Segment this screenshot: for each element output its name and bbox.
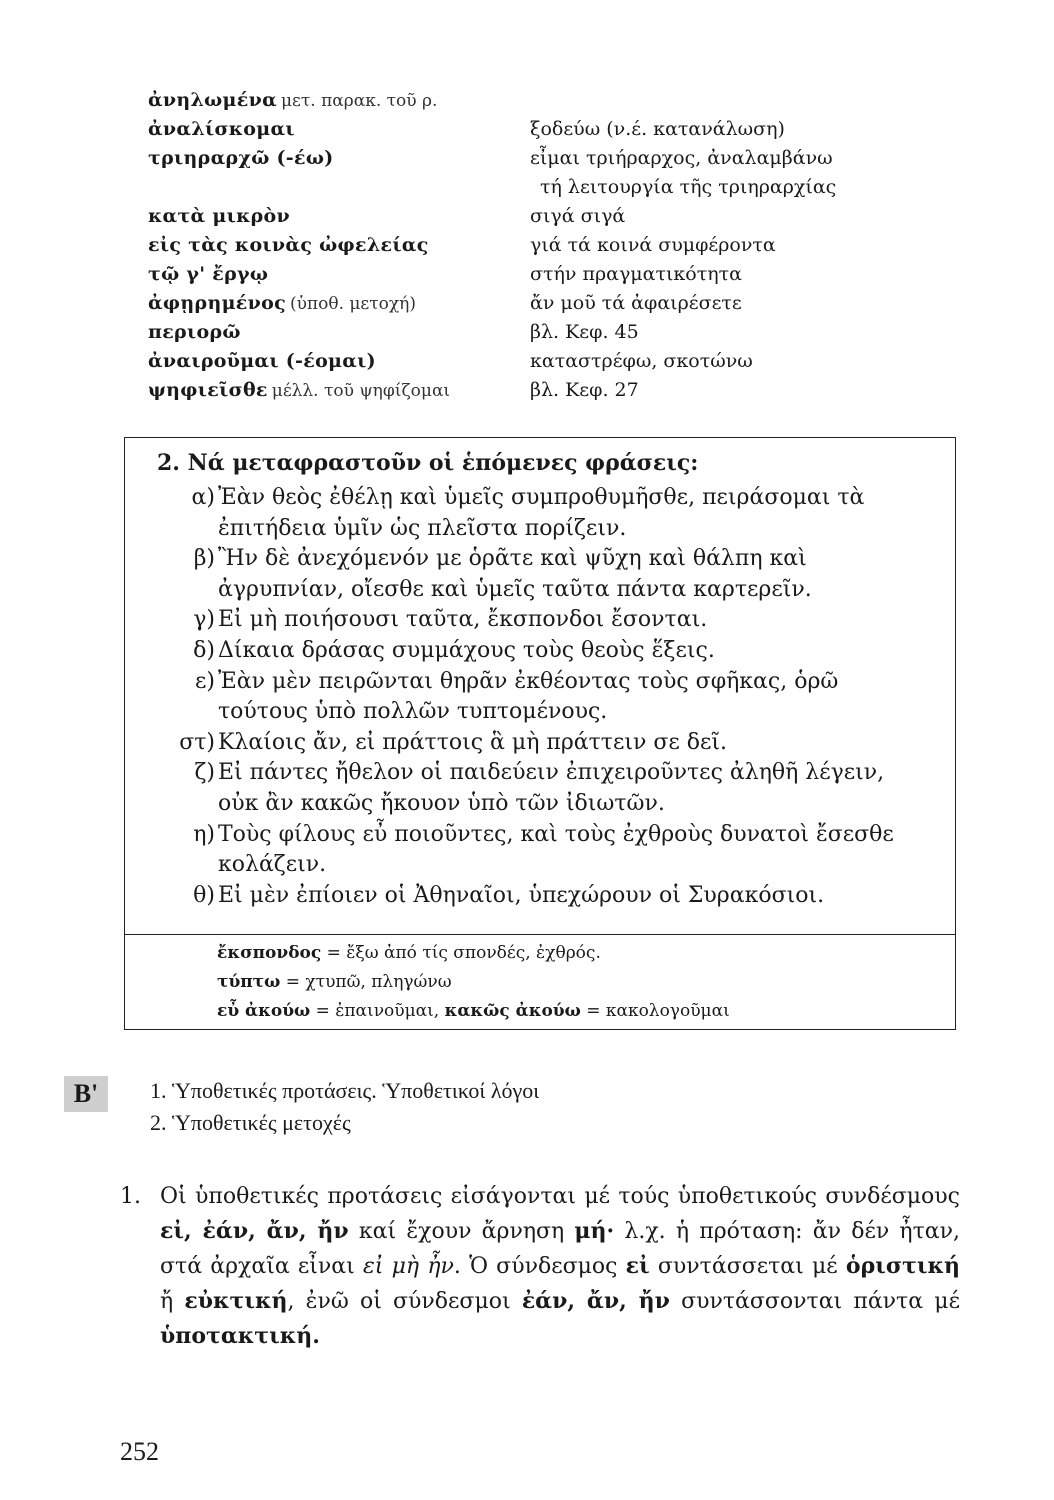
vocab-definition: καταστρέφω, σκοτώνω: [530, 350, 753, 372]
vocab-term: περιορῶ: [148, 321, 241, 343]
vocab-row: [148, 173, 948, 202]
vocab-term: ψηφιεῖσθε: [148, 379, 268, 401]
vocab-definition: βλ. Κεφ. 45: [530, 321, 639, 343]
exercise-heading: 2. Νά μεταφραστοῦν οἱ ἑπόμενες φράσεις:: [157, 450, 699, 476]
glossary-term: κακῶς ἀκούω: [444, 1001, 581, 1021]
vocab-definition: τή λειτουργία τῆς τριηραρχίας: [540, 176, 837, 198]
exercise-item: [125, 820, 957, 881]
vocab-term: κατὰ μικρὸν: [148, 205, 291, 227]
glossary-definition: = κακολογοῦμαι: [586, 1001, 730, 1021]
exercise-text: Εἰ πάντες ἤθελον οἱ παιδεύειν ἐπιχειροῦντες ἀληθῆ λέγειν, οὐκ ἂν κακῶς ἤκουον ὑπὸ τῶν ἰδιωτῶν.: [218, 760, 885, 816]
section-title-2: 2. Ὑποθετικές μετοχές: [150, 1110, 351, 1135]
vocab-note: μέλλ. τοῦ ψηφίζομαι: [271, 381, 451, 401]
text-run: καί ἔχουν ἄρνηση: [348, 1219, 575, 1244]
exercise-label: γ): [193, 607, 215, 633]
glossary-term: εὖ ἀκούω: [217, 1001, 311, 1021]
text-run: συντάσσεται μέ: [649, 1254, 846, 1279]
bold-run: εὐκτική: [184, 1288, 288, 1314]
exercise-item: [125, 667, 957, 728]
exercise-text: Ἐὰν μὲν πειρῶνται θηρᾶν ἐκθέοντας τοὺς σφῆκας, ὁρῶ τούτους ὑπὸ πολλῶν τυπτομένους.: [218, 668, 839, 725]
exercise-label: η): [193, 821, 215, 847]
text-run: Οἱ ὑποθετικές προτάσεις εἰσάγονται μέ τούς ὑποθετικούς συνδέσμους: [160, 1184, 960, 1209]
exercise-item: [125, 605, 957, 636]
exercise-item: [125, 483, 957, 544]
vocab-note: (ὑποθ. μετοχή): [289, 294, 416, 314]
exercise-label: β): [193, 546, 215, 572]
exercise-item: [125, 544, 957, 605]
exercise-text: Δίκαια δράσας συμμάχους τοὺς θεοὺς ἕξεις.: [218, 637, 715, 663]
paragraph-number: 1.: [120, 1184, 141, 1209]
bold-run: εἰ: [625, 1253, 650, 1279]
section-badge: B': [64, 1076, 108, 1112]
exercise-item: [125, 758, 957, 819]
vocab-row: [148, 347, 948, 376]
vocab-row: [148, 202, 948, 231]
paragraph-text: [160, 1180, 960, 1354]
exercise-label: δ): [193, 637, 215, 663]
exercise-text: Τοὺς φίλους εὖ ποιοῦντες, καὶ τοὺς ἐχθροὺς δυνατοὶ ἔσεσθε κολάζειν.: [218, 821, 894, 878]
bold-run: ὑποτακτική.: [160, 1323, 320, 1349]
vocab-term: ἀφῃρημένος: [148, 292, 286, 314]
vocabulary-list: [148, 86, 948, 405]
glossary-definition: = χτυπῶ, πληγώνω: [285, 972, 452, 992]
vocab-row: [148, 86, 948, 115]
vocab-definition: βλ. Κεφ. 27: [530, 379, 639, 401]
vocab-term: τριηραρχῶ (-έω): [148, 147, 334, 169]
bold-run: ἐάν, ἄν, ἤν: [521, 1288, 670, 1314]
section-title-1: 1. Ὑποθετικές προτάσεις. Ὑποθετικοί λόγοι: [150, 1078, 540, 1103]
vocab-definition: στήν πραγματικότητα: [530, 263, 742, 285]
exercise-text: Ἢν δὲ ἀνεχόμενόν με ὁρᾶτε καὶ ψῦχη καὶ θάλπη καὶ ἀγρυπνίαν, οἴεσθε καὶ ὑμεῖς ταῦτα πάντα καρτερεῖν.: [218, 546, 812, 602]
exercise-label: στ): [179, 729, 215, 755]
exercise-item: [125, 881, 957, 912]
glossary-row: [217, 1001, 730, 1021]
vocab-definition: σιγά σιγά: [530, 205, 626, 227]
italic-run: εἰ μὴ ἦν: [363, 1254, 454, 1279]
glossary-row: [217, 972, 452, 992]
glossary-definition: = ἔξω ἀπό τίς σπονδές, ἐχθρός.: [326, 943, 601, 963]
vocab-row: [148, 115, 948, 144]
vocab-definition: ἄν μοῦ τά ἀφαιρέσετε: [530, 292, 742, 314]
glossary-definition: = ἐπαινοῦμαι,: [315, 1001, 440, 1021]
glossary-row: [217, 943, 601, 963]
glossary-box: [124, 935, 956, 1030]
glossary-term: ἔκσπονδος: [217, 943, 322, 963]
exercise-text: Κλαίοις ἄν, εἰ πράττοις ἃ μὴ πράττειν σε δεῖ.: [218, 729, 728, 755]
exercise-item: [125, 636, 957, 667]
vocab-row: [148, 260, 948, 289]
text-run: ἤ: [160, 1289, 185, 1314]
text-run: . Ὁ σύνδεσμος: [453, 1254, 626, 1279]
bold-run: εἰ, ἐάν, ἄν, ἤν: [160, 1218, 349, 1244]
exercise-text: Ἐὰν θεὸς ἐθέλῃ καὶ ὑμεῖς συμπροθυμῆσθε, πειράσομαι τὰ ἐπιτήδεια ὑμῖν ὡς πλεῖστα πορίζειν.: [218, 485, 865, 541]
text-run: , ἐνῶ οἱ σύνδεσμοι: [287, 1289, 522, 1314]
vocab-row: [148, 144, 948, 173]
vocab-definition: ξοδεύω (ν.έ. κατανάλωση): [530, 118, 785, 140]
vocab-definition: εἶμαι τριήραρχος, ἀναλαμβάνω: [530, 147, 833, 169]
vocab-definition: γιά τά κοινά συμφέροντα: [530, 234, 776, 256]
vocab-row: [148, 376, 948, 405]
exercise-label: α): [191, 485, 215, 510]
exercise-box: [124, 437, 956, 935]
vocab-term: ἀνηλωμένα: [148, 89, 277, 111]
text-run: λ.χ. ἡ πρόταση: ἄν δέν ἦταν, στά ἀρχαῖα εἶναι: [160, 1219, 960, 1279]
exercise-label: ε): [195, 668, 215, 694]
exercise-item: [125, 728, 957, 759]
exercise-text: Εἰ μὲν ἐπίοιεν οἱ Ἀθηναῖοι, ὑπεχώρουν οἱ Συρακόσιοι.: [218, 882, 825, 908]
vocab-row: [148, 289, 948, 318]
exercise-text: Εἰ μὴ ποιήσουσι ταῦτα, ἔκσπονδοι ἔσονται.: [218, 607, 708, 633]
exercise-label: ζ): [194, 760, 215, 786]
bold-run: ὁριστική: [845, 1253, 960, 1279]
vocab-term: ἀναλίσκομαι: [148, 118, 295, 140]
vocab-row: [148, 318, 948, 347]
glossary-term: τύπτω: [217, 972, 281, 992]
vocab-note: μετ. παρακ. τοῦ ρ.: [281, 91, 438, 111]
text-run: συντάσσονται πάντα μέ: [669, 1289, 960, 1314]
vocab-term: τῷ γ' ἔργῳ: [148, 263, 269, 285]
exercise-list: [125, 483, 957, 911]
bold-run: μή·: [574, 1218, 615, 1244]
body-paragraph: [120, 1180, 960, 1354]
page-number: 252: [120, 1437, 159, 1466]
exercise-label: θ): [193, 882, 215, 908]
vocab-term: ἀναιροῦμαι (-έομαι): [148, 350, 376, 372]
vocab-row: [148, 231, 948, 260]
vocab-term: εἰς τὰς κοινὰς ὠφελείας: [148, 234, 429, 256]
